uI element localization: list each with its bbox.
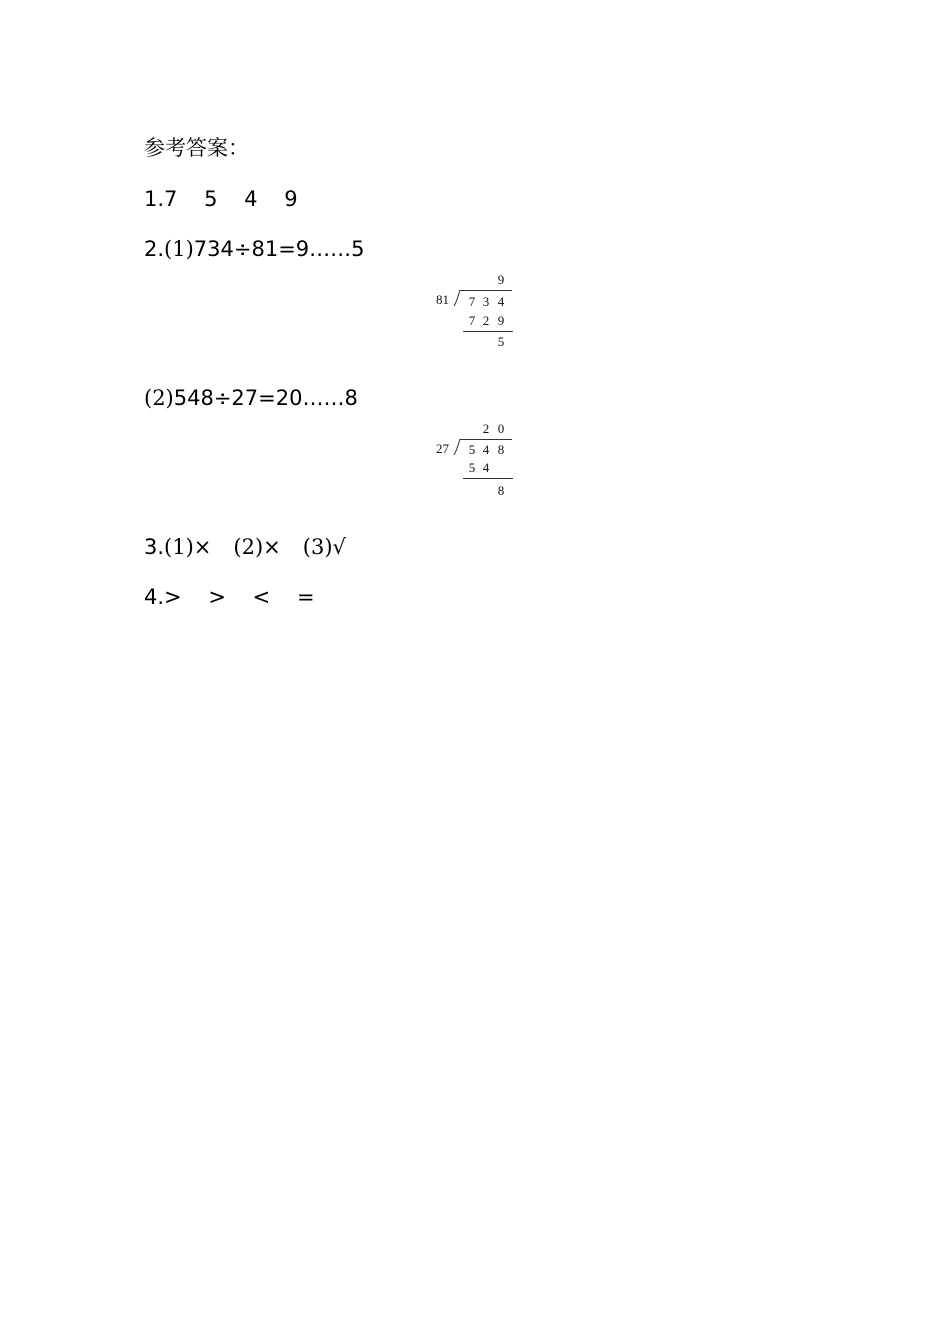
judgement-mark: √	[332, 535, 346, 559]
answer-key-heading: 参考答案：	[144, 136, 249, 160]
part-label: (1)	[164, 237, 194, 261]
question-number: 3.	[144, 535, 165, 559]
question-3-answer	[144, 533, 346, 561]
part-label: (1)	[164, 535, 194, 559]
question-number: 1.	[144, 187, 165, 211]
quotient-digit: 2	[482, 421, 490, 436]
part-label: (3)	[302, 535, 333, 559]
dividend-digit: 8	[497, 442, 505, 457]
question-1-answer	[144, 185, 298, 213]
long-division-548-by-27	[434, 421, 514, 501]
product-digit: 5	[468, 460, 476, 475]
remainder-digit: 5	[497, 334, 505, 349]
dividend-digit: 3	[482, 294, 490, 309]
dividend-digit: 4	[497, 294, 505, 309]
division-bracket-curve	[454, 290, 462, 306]
remainder-digit: 8	[497, 483, 505, 498]
judgement-mark: ×	[263, 535, 281, 559]
division-bracket-curve	[454, 439, 462, 455]
question-number: 2.	[144, 237, 165, 261]
judgement-mark: ×	[193, 535, 212, 559]
question-number: 4.	[144, 585, 165, 609]
quotient-digit: 0	[497, 421, 505, 436]
product-digit: 7	[468, 313, 476, 328]
part-label: (2)	[233, 535, 264, 559]
division-bracket-line	[460, 290, 512, 291]
equation: 548÷27=20……8	[173, 386, 358, 410]
part-label: (2)	[144, 386, 174, 410]
equation: 734÷81=9……5	[193, 237, 365, 261]
divisor: 27	[436, 441, 449, 456]
question-2-part-1	[144, 235, 365, 263]
product-digit: 4	[482, 460, 490, 475]
dividend-digit: 5	[468, 442, 476, 457]
answer-values: 7 5 4 9	[164, 187, 298, 211]
division-bracket-line	[460, 439, 512, 440]
dividend-digit: 4	[482, 442, 490, 457]
subtraction-line	[463, 478, 513, 479]
subtraction-line	[463, 331, 513, 332]
question-4-answer	[144, 583, 315, 611]
question-2-part-2	[144, 384, 358, 412]
long-division-734-by-81	[434, 272, 514, 352]
dividend-digit: 7	[468, 294, 476, 309]
product-digit: 2	[482, 313, 490, 328]
product-digit: 9	[497, 313, 505, 328]
comparison-symbols: > > < =	[164, 585, 315, 609]
divisor: 81	[436, 292, 449, 307]
quotient-digit: 9	[497, 272, 505, 287]
